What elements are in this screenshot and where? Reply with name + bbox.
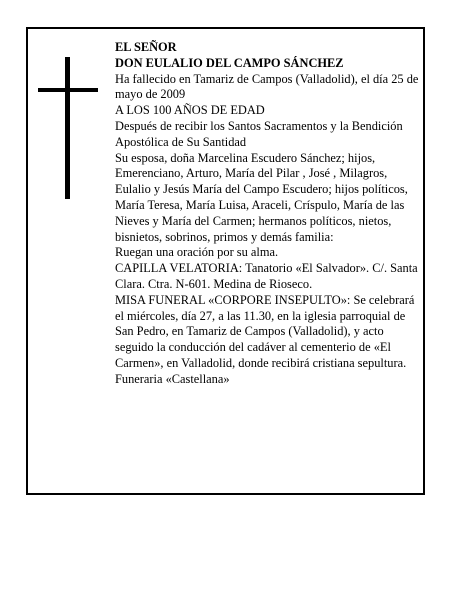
funeral-home: Funeraria «Castellana» xyxy=(115,371,230,386)
cross-icon xyxy=(38,57,98,199)
death-statement: Ha fallecido en Tamariz de Campos (Valladolid), el día 25 de mayo de 2009 xyxy=(115,71,419,102)
notice-title: EL SEÑOR xyxy=(115,40,177,54)
cross-horizontal-bar xyxy=(38,88,98,92)
prayer-request: Ruegan una oración por su alma. xyxy=(115,245,279,260)
funeral-mass-info: MISA FUNERAL «CORPORE INSEPULTO»: Se celebrará el miércoles, día 27, a las 11.30, en la iglesia parroquial de San Pedro, en Tamariz de Campos (Valladolid), y acto seguido la conducción del cadáver al cementerio de «El Carmen», en Valladolid, donde recibirá cristiana sepultura. xyxy=(115,292,415,370)
obituary-notice xyxy=(26,27,425,495)
deceased-name: DON EULALIO DEL CAMPO SÁNCHEZ xyxy=(115,55,344,70)
notice-text xyxy=(115,40,421,388)
age-statement: A LOS 100 AÑOS DE EDAD xyxy=(115,103,265,118)
sacraments-statement: Después de recibir los Santos Sacramentos y la Bendición Apostólica de Su Santidad xyxy=(115,118,403,149)
family-statement: Su esposa, doña Marcelina Escudero Sánchez; hijos, Emerenciano, Arturo, María del Pilar , José , Milagros, Eulalio y Jesús María del Campo Escudero; hijos políticos, María Teresa, María Luisa, Araceli, Críspulo, María de las Nieves y María del Carmen; hermanos políticos, nietos, bisnietos, sobrinos, primos y demás familia: xyxy=(115,150,408,244)
chapel-info: CAPILLA VELATORIA: Tanatorio «El Salvador». C/. Santa Clara. Ctra. N-601. Medina de Rioseco. xyxy=(115,261,418,291)
cross-vertical-bar xyxy=(65,57,70,199)
